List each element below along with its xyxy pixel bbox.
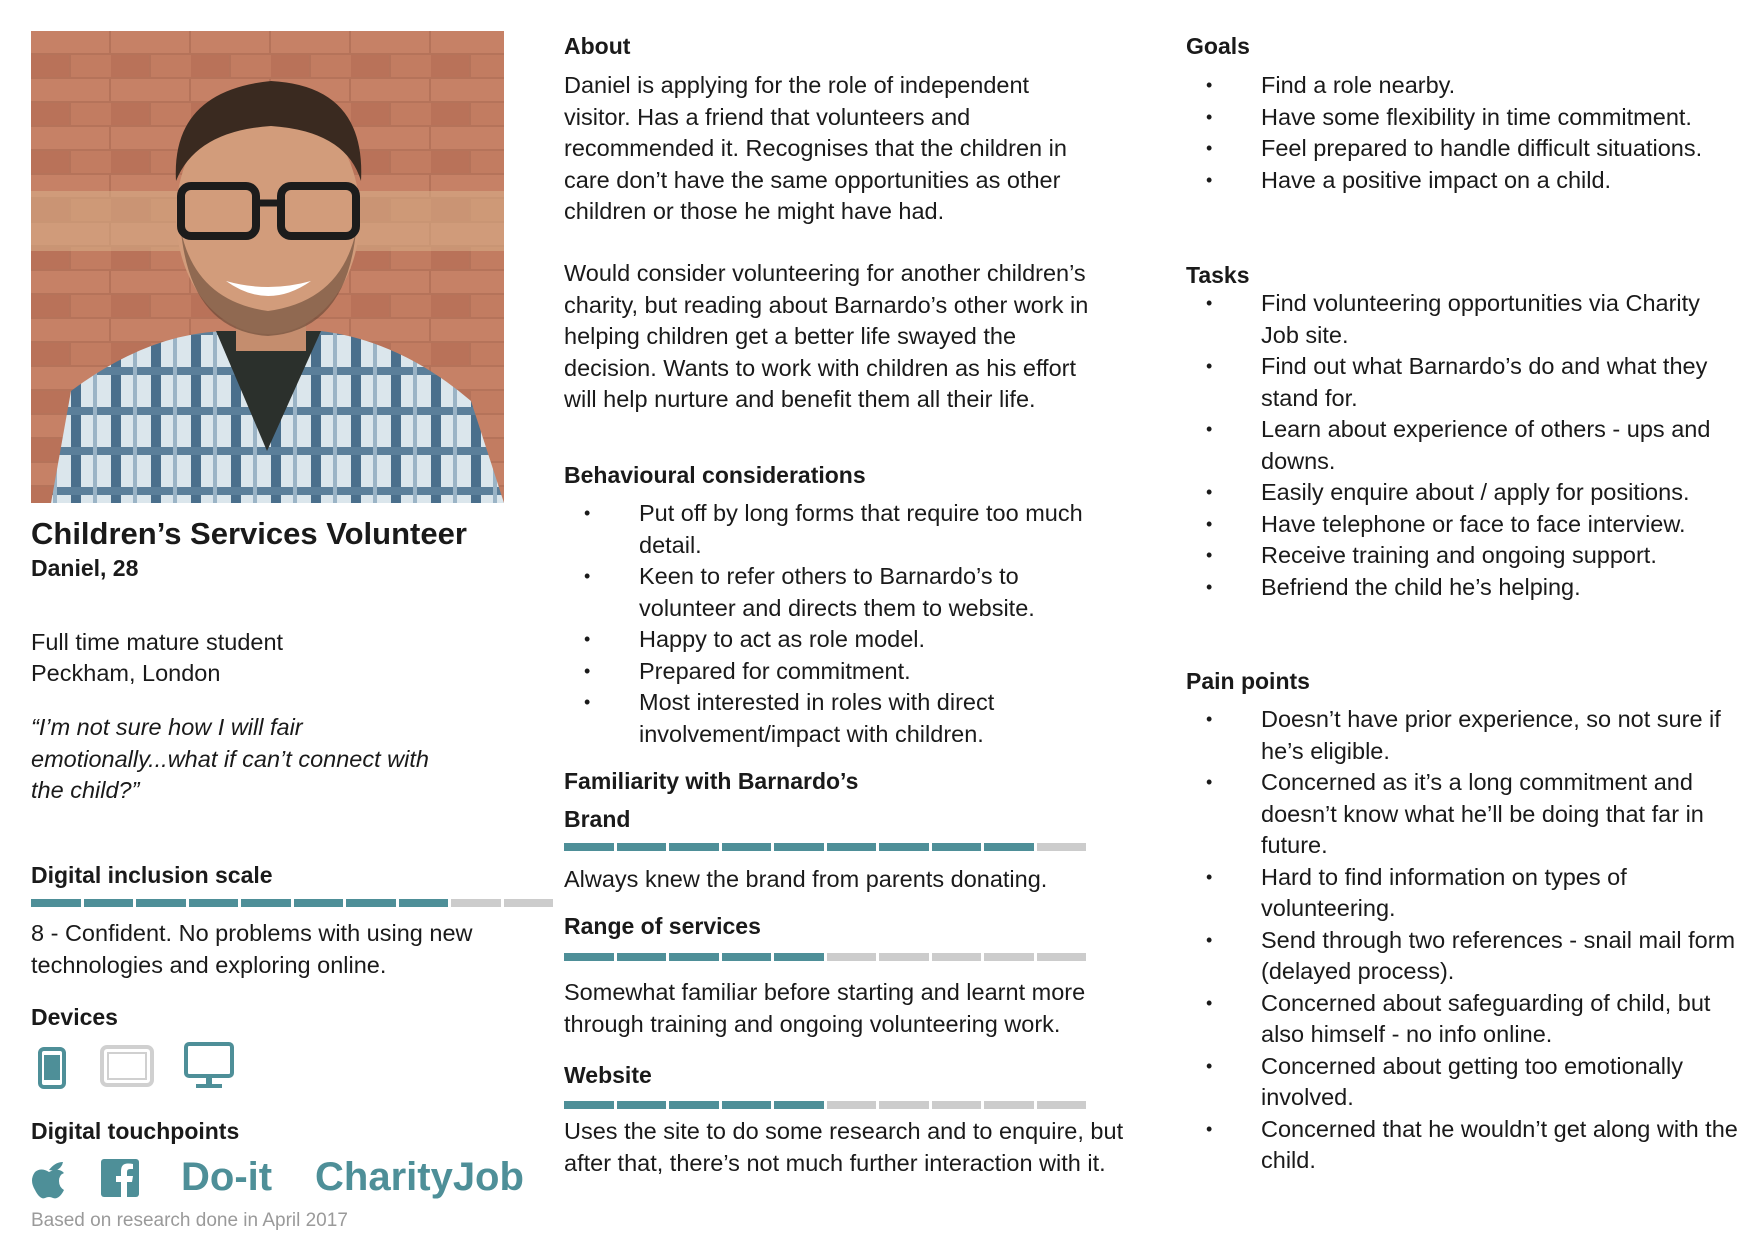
scale-segment-filled [617,1101,667,1109]
digital-inclusion-heading: Digital inclusion scale [31,862,273,888]
about-heading: About [564,33,631,59]
scale-segment-empty [932,953,982,961]
scale-segment-filled [617,953,667,961]
list-item: • Concerned as it’s a long commitment and doesn’t know what he’ll be doing that far in future. [1186,767,1746,862]
scale-segment-filled [189,899,239,907]
list-item: • Have a positive impact on a child. [1186,165,1746,197]
brand-scale [564,843,1086,851]
list-item: • Have some flexibility in time commitment. [1186,102,1746,134]
scale-segment-empty [1037,843,1087,851]
persona-location: Peckham, London [31,660,221,686]
scale-segment-filled [31,899,81,907]
charityjob-logo: CharityJob [315,1155,524,1199]
list-item: • Easily enquire about / apply for positions. [1186,477,1731,509]
scale-segment-empty [879,1101,929,1109]
scale-segment-filled [564,953,614,961]
persona-occupation: Full time mature student [31,629,284,655]
behavioural-list [564,498,1094,750]
list-item: • Find out what Barnardo’s do and what they stand for. [1186,351,1731,414]
digital-touchpoints-heading: Digital touchpoints [31,1118,240,1144]
scale-segment-empty [451,899,501,907]
scale-segment-filled [827,843,877,851]
services-label: Range of services [564,913,761,939]
scale-segment-empty [504,899,554,907]
list-item: • Befriend the child he’s helping. [1186,572,1731,604]
list-item: • Send through two references - snail mail form (delayed process). [1186,925,1746,988]
desktop-monitor-icon [184,1042,234,1090]
doit-logo: Do-it [181,1155,273,1199]
persona-title: Children’s Services Volunteer [31,516,467,551]
scale-segment-empty [932,1101,982,1109]
scale-segment-filled [722,953,772,961]
scale-segment-empty [827,953,877,961]
apple-icon [31,1158,67,1200]
scale-segment-filled [722,1101,772,1109]
persona-quote: “I’m not sure how I will fair emotionally...what if can’t connect with the child?” [31,714,429,803]
brand-label: Brand [564,806,631,832]
facebook-icon [101,1159,139,1197]
tasks-list [1186,288,1731,603]
list-item: • Receive training and ongoing support. [1186,540,1731,572]
scale-segment-empty [879,953,929,961]
behavioural-heading: Behavioural considerations [564,462,866,488]
list-item: • Most interested in roles with direct involvement/impact with children. [564,687,1094,750]
list-item: • Hard to find information on types of volunteering. [1186,862,1746,925]
devices-heading: Devices [31,1004,118,1030]
tablet-icon [100,1045,154,1087]
list-item: • Feel prepared to handle difficult situations. [1186,133,1746,165]
scale-segment-empty [984,953,1034,961]
list-item: • Concerned about getting too emotionally involved. [1186,1051,1746,1114]
list-item: • Concerned that he wouldn’t get along with the child. [1186,1114,1746,1177]
list-item: • Find volunteering opportunities via Charity Job site. [1186,288,1731,351]
tasks-heading: Tasks [1186,262,1250,288]
scale-segment-filled [564,843,614,851]
scale-segment-empty [827,1101,877,1109]
goals-heading: Goals [1186,33,1250,59]
list-item: • Doesn’t have prior experience, so not sure if he’s eligible. [1186,704,1746,767]
research-footnote: Based on research done in April 2017 [31,1210,348,1231]
list-item: • Find a role nearby. [1186,70,1746,102]
pain-points-list [1186,704,1746,1177]
digital-inclusion-description: 8 - Confident. No problems with using new technologies and exploring online. [31,920,473,978]
scale-segment-empty [984,1101,1034,1109]
persona-photo [31,31,504,503]
list-item: • Prepared for commitment. [564,656,1094,688]
scale-segment-filled [294,899,344,907]
digital-inclusion-scale [31,899,553,907]
scale-segment-filled [241,899,291,907]
list-item: • Learn about experience of others - ups and downs. [1186,414,1731,477]
scale-segment-filled [617,843,667,851]
scale-segment-empty [1037,1101,1087,1109]
scale-segment-filled [136,899,186,907]
list-item: • Happy to act as role model. [564,624,1094,656]
scale-segment-filled [669,843,719,851]
services-description: Somewhat familiar before starting and learnt more through training and ongoing volunteering work. [564,979,1086,1037]
pain-points-heading: Pain points [1186,668,1310,694]
scale-segment-filled [879,843,929,851]
list-item: • Keen to refer others to Barnardo’s to volunteer and directs them to website. [564,561,1094,624]
scale-segment-filled [722,843,772,851]
about-paragraph-2: Would consider volunteering for another children’s charity, but reading about Barnardo’s other work in helping children get a better life swayed the decision. Wants to work with children as his effort will help nurture and benefit them all their life. [564,260,1089,412]
scale-segment-filled [346,899,396,907]
scale-segment-filled [669,1101,719,1109]
familiarity-heading: Familiarity with Barnardo’s [564,768,859,794]
mobile-phone-icon [38,1047,66,1089]
list-item: • Concerned about safeguarding of child, but also himself - no info online. [1186,988,1746,1051]
scale-segment-filled [774,843,824,851]
website-description: Uses the site to do some research and to enquire, but after that, there’s not much further interaction with it. [564,1118,1124,1176]
scale-segment-filled [774,1101,824,1109]
scale-segment-filled [399,899,449,907]
brand-description: Always knew the brand from parents donating. [564,866,1048,892]
website-label: Website [564,1062,652,1088]
list-item: • Have telephone or face to face interview. [1186,509,1731,541]
scale-segment-empty [1037,953,1087,961]
scale-segment-filled [564,1101,614,1109]
scale-segment-filled [984,843,1034,851]
about-paragraph-1: Daniel is applying for the role of independent visitor. Has a friend that volunteers and recommended it. Recognises that the children in care don’t have the same opportunities as other children or those he might have had. [564,72,1067,224]
list-item: • Put off by long forms that require too much detail. [564,498,1094,561]
scale-segment-filled [84,899,134,907]
scale-segment-filled [774,953,824,961]
services-scale [564,953,1086,961]
persona-name-age: Daniel, 28 [31,555,139,581]
goals-list [1186,70,1746,196]
scale-segment-filled [669,953,719,961]
scale-segment-filled [932,843,982,851]
website-scale [564,1101,1086,1109]
